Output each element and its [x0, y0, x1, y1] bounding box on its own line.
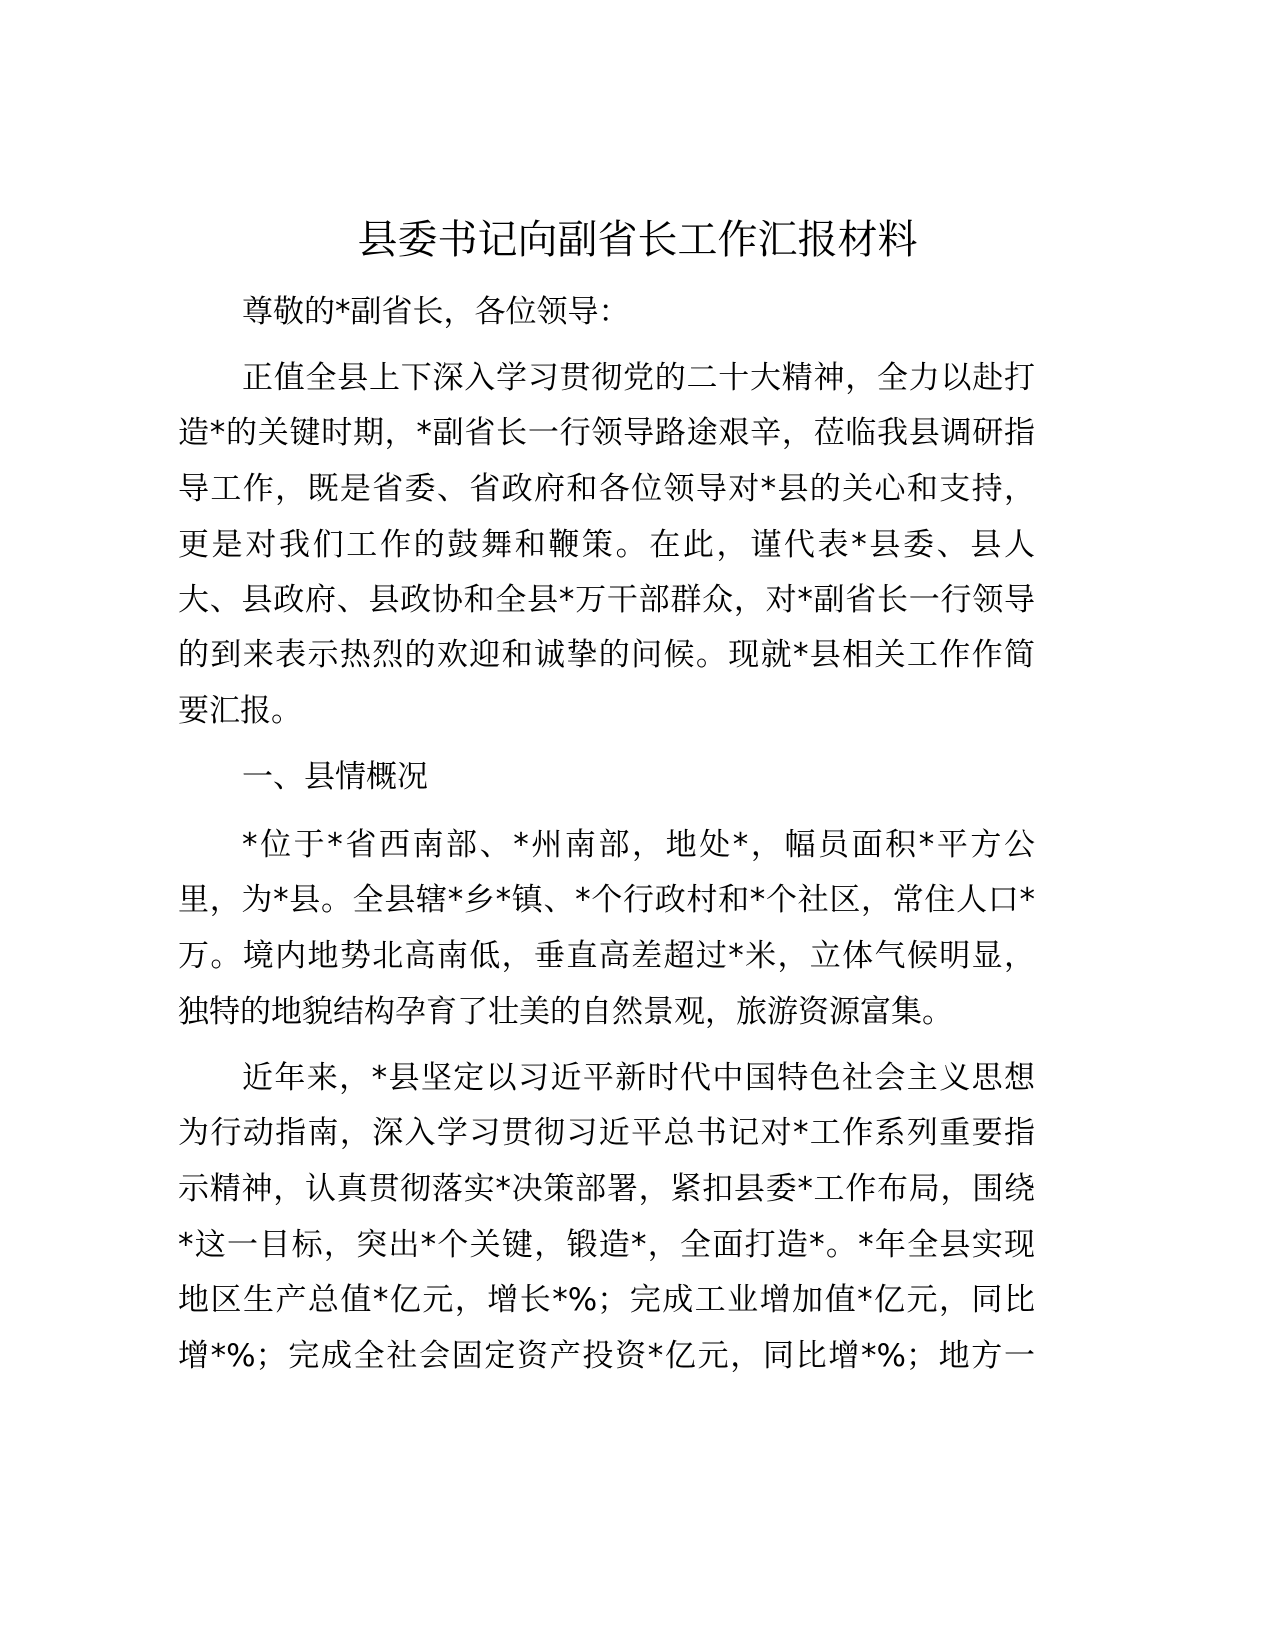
salutation: 尊敬的*副省长，各位领导： [242, 294, 630, 330]
text-line: 的到来表示热烈的欢迎和诚挚的问候。现就*县相关工作作简 [178, 637, 1035, 673]
text-line: 独特的地貌结构孕育了壮美的自然景观，旅游资源富集。 [178, 994, 953, 1030]
section-heading: 一、县情概况 [242, 759, 428, 795]
text-line: 要汇报。 [178, 693, 302, 729]
text-line: 地区生产总值*亿元，增长*%；完成工业增加值*亿元，同比 [178, 1282, 1035, 1318]
text-line: 里，为*县。全县辖*乡*镇、*个行政村和*个社区，常住人口* [178, 882, 1035, 918]
text-line: *这一目标，突出*个关键，锻造*，全面打造*。*年全县实现 [178, 1227, 1035, 1263]
text-line: 万。境内地势北高南低，垂直高差超过*米，立体气候明显， [178, 938, 1035, 974]
document-title: 县委书记向副省长工作汇报材料 [357, 217, 918, 263]
text-line: *位于*省西南部、*州南部，地处*，幅员面积*平方公 [242, 827, 1035, 863]
text-line: 近年来，*县坚定以习近平新时代中国特色社会主义思想 [242, 1060, 1035, 1096]
text-line: 大、县政府、县政协和全县*万干部群众，对*副省长一行领导 [178, 582, 1035, 618]
text-line: 更是对我们工作的鼓舞和鞭策。在此，谨代表*县委、县人 [178, 527, 1035, 563]
text-line: 为行动指南，深入学习贯彻习近平总书记对*工作系列重要指 [178, 1115, 1035, 1151]
text-line: 造*的关键时期，*副省长一行领导路途艰辛，莅临我县调研指 [178, 415, 1035, 451]
text-line: 示精神，认真贯彻落实*决策部署，紧扣县委*工作布局，围绕 [178, 1171, 1035, 1207]
text-line: 增*%；完成全社会固定资产投资*亿元，同比增*%；地方一 [178, 1338, 1035, 1374]
text-line: 正值全县上下深入学习贯彻党的二十大精神，全力以赴打 [242, 360, 1035, 396]
text-line: 导工作，既是省委、省政府和各位领导对*县的关心和支持， [178, 471, 1035, 507]
